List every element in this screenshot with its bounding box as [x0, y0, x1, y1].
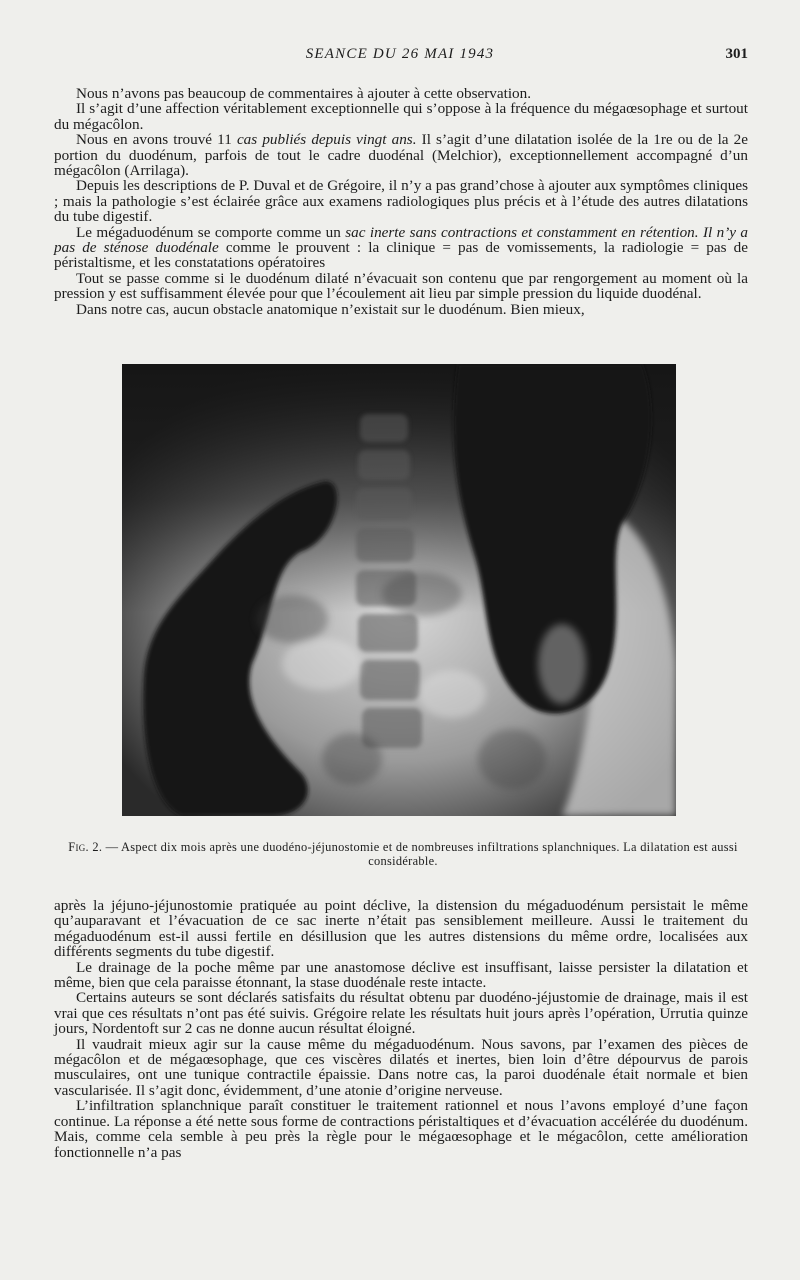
radiograph-figure: [122, 364, 676, 816]
emphasis: cas publiés depuis vingt ans.: [236, 131, 417, 149]
bottom-text-block: [54, 898, 748, 1160]
paragraph: [54, 132, 748, 178]
paragraph: après la jéjuno-jéjunostomie pratiquée au point déclive, la distension du mégaduodénum persistait le même qu’auparavant et l’évacuation de ce sac inerte n’était pas sensiblement meilleure. Aussi le traitement du mégaduodénum est-il aussi fertile en désillusion que les autres distensions du même ordre, localisées aux différents segments du tube digestif.: [54, 897, 748, 961]
text-run: comme le prouvent : la clinique = pas de vomissements, la radiologie = pas de péristaltisme, et les constatations opératoires: [54, 239, 748, 272]
paragraph: Tout se passe comme si le duodénum dilaté n’évacuait son contenu que par rengorgement au moment où la pression y est suffisamment élevée pour que l’écoulement ait lieu par simple pression du liquide duodénal.: [54, 269, 748, 303]
paragraph: Le drainage de la poche même par une anastomose déclive est insuffisant, laisse persister la dilatation et même, bien que cela paraisse étonnant, la stase duodénale reste intacte.: [54, 958, 748, 992]
paragraph: Il s’agit d’une affection véritablement exceptionnelle qui s’oppose à la fréquence du mégaœsophage et surtout du mégacôlon.: [54, 100, 748, 133]
text-run: Nous en avons trouvé 11: [76, 131, 237, 149]
paragraph: L’infiltration splanchnique paraît constituer le traitement rationnel et nous l’avons employé d’une façon continue. La réponse a été nette sous forme de contractions péristaltiques et d’évacuation accélérée du duodénum. Mais, comme cela semble à peu près la règle pour le mégaœsophage et le mégacôlon, cette amélioration fonctionnelle n’a pas: [54, 1097, 748, 1161]
caption-text: — Aspect dix mois après une duodéno-jéjunostomie et de nombreuses infiltrations splanchniques. La dilatation est aussi considérable.: [102, 840, 738, 868]
paragraph: Depuis les descriptions de P. Duval et de Grégoire, il n’y a pas grand’chose à ajouter aux symptômes cliniques ; mais la pathologie s’est éclairée grâce aux examens radiologiques plus précis et à l’étude des autres dilatations du tube digestif.: [54, 177, 748, 226]
paragraph: Il vaudrait mieux agir sur la cause même du mégaduodénum. Nous savons, par l’examen des pièces de mégacôlon et de mégaœsophage, que ces viscères dilatés et inertes, bien loin d’être dépourvus de parois musculaires, ont une tunique contractile épaissie. Dans notre cas, la paroi duodénale était normale et bien vascularisée. Il s’agit donc, évidemment, d’une atonie d’origine nerveuse.: [54, 1035, 748, 1099]
paragraph: [54, 225, 748, 271]
paragraph: Nous n’avons pas beaucoup de commentaires à ajouter à cette observation.: [76, 85, 532, 102]
text-run: Il s’agit d’une dilatation isolée de la 1re ou de la 2e portion du duodénum, parfois de tout le cadre duodénal (Melchior), exceptionnellement accompagné d’un mégacôlon (Arrilaga).: [54, 131, 749, 180]
emphasis: sac inerte sans contractions et constamment en rétention. Il n’y a pas de sténose duodénale: [54, 223, 748, 257]
figure-label: Fig. 2.: [68, 840, 103, 854]
paragraph: Dans notre cas, aucun obstacle anatomique n’existait sur le duodénum. Bien mieux,: [76, 300, 585, 318]
paragraph: Certains auteurs se sont déclarés satisfaits du résultat obtenu par duodéno-jéjustomie de drainage, mais il est vrai que ces résultats n’ont pas été suivis. Grégoire relate les résultats huit jours après l’opération, Urrutia quinze jours, Nordentoft sur 2 cas ne donne aucun résultat éloigné.: [54, 989, 748, 1038]
figure-caption: [58, 840, 748, 868]
top-text-block: [54, 86, 748, 317]
page-number: 301: [725, 46, 748, 62]
running-header: [0, 46, 800, 66]
text-run: Le mégaduodénum se comporte comme un: [76, 223, 346, 241]
running-title: SEANCE DU 26 MAI 1943: [305, 46, 495, 62]
radiograph-image: [122, 364, 676, 816]
